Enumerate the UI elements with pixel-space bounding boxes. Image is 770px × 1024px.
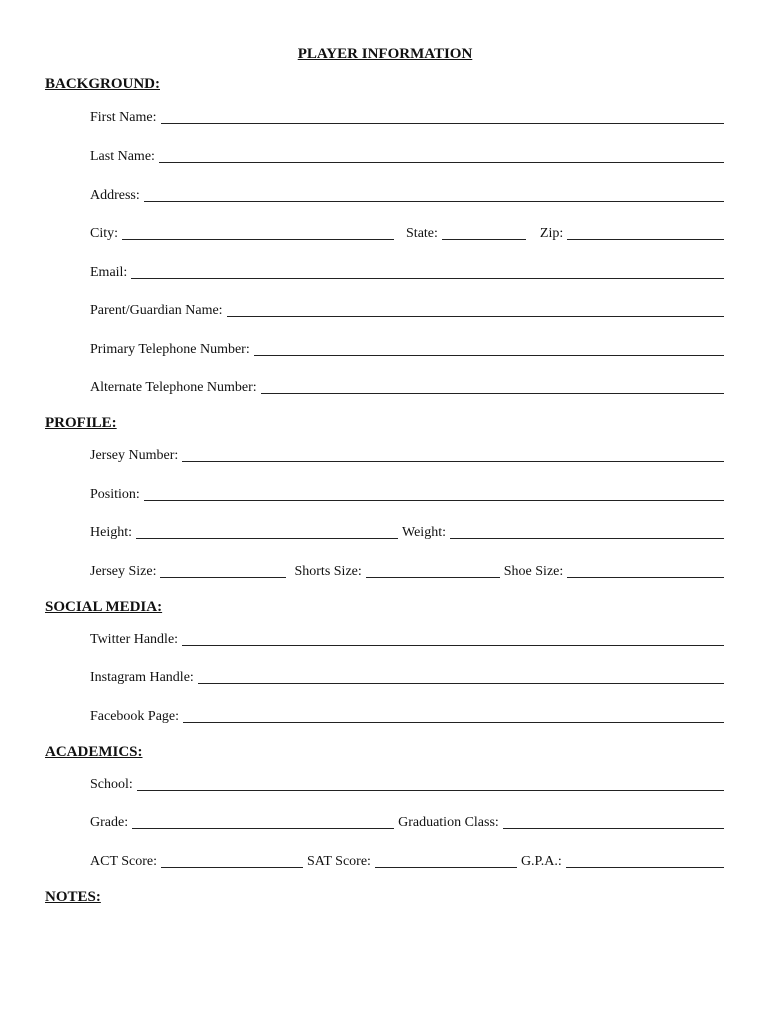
row-grade <box>90 811 724 831</box>
state-label: State: <box>406 226 438 241</box>
page-title: PLAYER INFORMATION <box>297 46 473 62</box>
instagram-label: Instagram Handle: <box>90 670 194 685</box>
jersey-size-label: Jersey Size: <box>90 564 157 579</box>
section-heading-profile: PROFILE: <box>45 415 117 431</box>
row-alt-phone <box>90 376 724 396</box>
row-instagram <box>90 666 724 686</box>
gpa-field[interactable] <box>566 853 724 868</box>
shoe-size-field[interactable] <box>567 563 724 578</box>
alt-phone-field[interactable] <box>261 379 724 394</box>
section-heading-social-media: SOCIAL MEDIA: <box>45 599 163 615</box>
row-school <box>90 773 724 793</box>
grade-field[interactable] <box>132 814 394 829</box>
parent-guardian-field[interactable] <box>227 302 724 317</box>
zip-label: Zip: <box>539 226 564 241</box>
school-field[interactable] <box>137 776 724 791</box>
jersey-number-label: Jersey Number: <box>90 448 179 463</box>
row-twitter <box>90 628 724 648</box>
row-first-name <box>90 106 724 126</box>
section-heading-notes: NOTES: <box>45 889 101 905</box>
facebook-label: Facebook Page: <box>90 709 180 724</box>
graduation-class-label: Graduation Class: <box>398 815 499 830</box>
section-heading-background: BACKGROUND: <box>45 76 160 92</box>
act-score-field[interactable] <box>161 853 303 868</box>
row-email <box>90 261 724 281</box>
row-primary-phone <box>90 338 724 358</box>
primary-phone-field[interactable] <box>254 341 724 356</box>
sat-score-field[interactable] <box>375 853 517 868</box>
row-height-weight <box>90 521 724 541</box>
row-sizes <box>90 560 724 580</box>
row-last-name <box>90 145 724 165</box>
first-name-label: First Name: <box>90 110 157 125</box>
row-city-state-zip <box>90 222 724 242</box>
height-label: Height: <box>90 525 132 540</box>
primary-phone-label: Primary Telephone Number: <box>90 342 250 357</box>
address-field[interactable] <box>144 187 724 202</box>
alt-phone-label: Alternate Telephone Number: <box>90 380 257 395</box>
weight-label: Weight: <box>402 525 446 540</box>
city-label: City: <box>90 226 119 241</box>
jersey-number-field[interactable] <box>182 447 724 462</box>
parent-guardian-label: Parent/Guardian Name: <box>90 303 223 318</box>
position-label: Position: <box>90 487 140 502</box>
row-jersey-number <box>90 444 724 464</box>
twitter-label: Twitter Handle: <box>90 632 179 647</box>
shoe-size-label: Shoe Size: <box>503 564 564 579</box>
address-label: Address: <box>90 188 140 203</box>
school-label: School: <box>90 777 133 792</box>
shorts-size-label: Shorts Size: <box>294 564 362 579</box>
gpa-label: G.P.A.: <box>520 854 562 869</box>
height-field[interactable] <box>136 524 398 539</box>
twitter-field[interactable] <box>182 631 724 646</box>
email-field[interactable] <box>131 264 724 279</box>
last-name-label: Last Name: <box>90 149 155 164</box>
graduation-class-field[interactable] <box>503 814 724 829</box>
shorts-size-field[interactable] <box>366 563 500 578</box>
zip-field[interactable] <box>567 225 724 240</box>
grade-label: Grade: <box>90 815 129 830</box>
email-label: Email: <box>90 265 128 280</box>
section-heading-academics: ACADEMICS: <box>45 744 143 760</box>
row-address <box>90 184 724 204</box>
first-name-field[interactable] <box>161 109 725 124</box>
act-score-label: ACT Score: <box>90 854 158 869</box>
position-field[interactable] <box>144 486 724 501</box>
state-field[interactable] <box>442 225 526 240</box>
facebook-field[interactable] <box>183 708 724 723</box>
last-name-field[interactable] <box>159 148 724 163</box>
weight-field[interactable] <box>450 524 724 539</box>
instagram-field[interactable] <box>198 669 724 684</box>
sat-score-label: SAT Score: <box>307 854 371 869</box>
row-parent <box>90 299 724 319</box>
row-facebook <box>90 705 724 725</box>
row-position <box>90 483 724 503</box>
jersey-size-field[interactable] <box>160 563 286 578</box>
row-test-scores <box>90 850 724 870</box>
city-field[interactable] <box>122 225 394 240</box>
